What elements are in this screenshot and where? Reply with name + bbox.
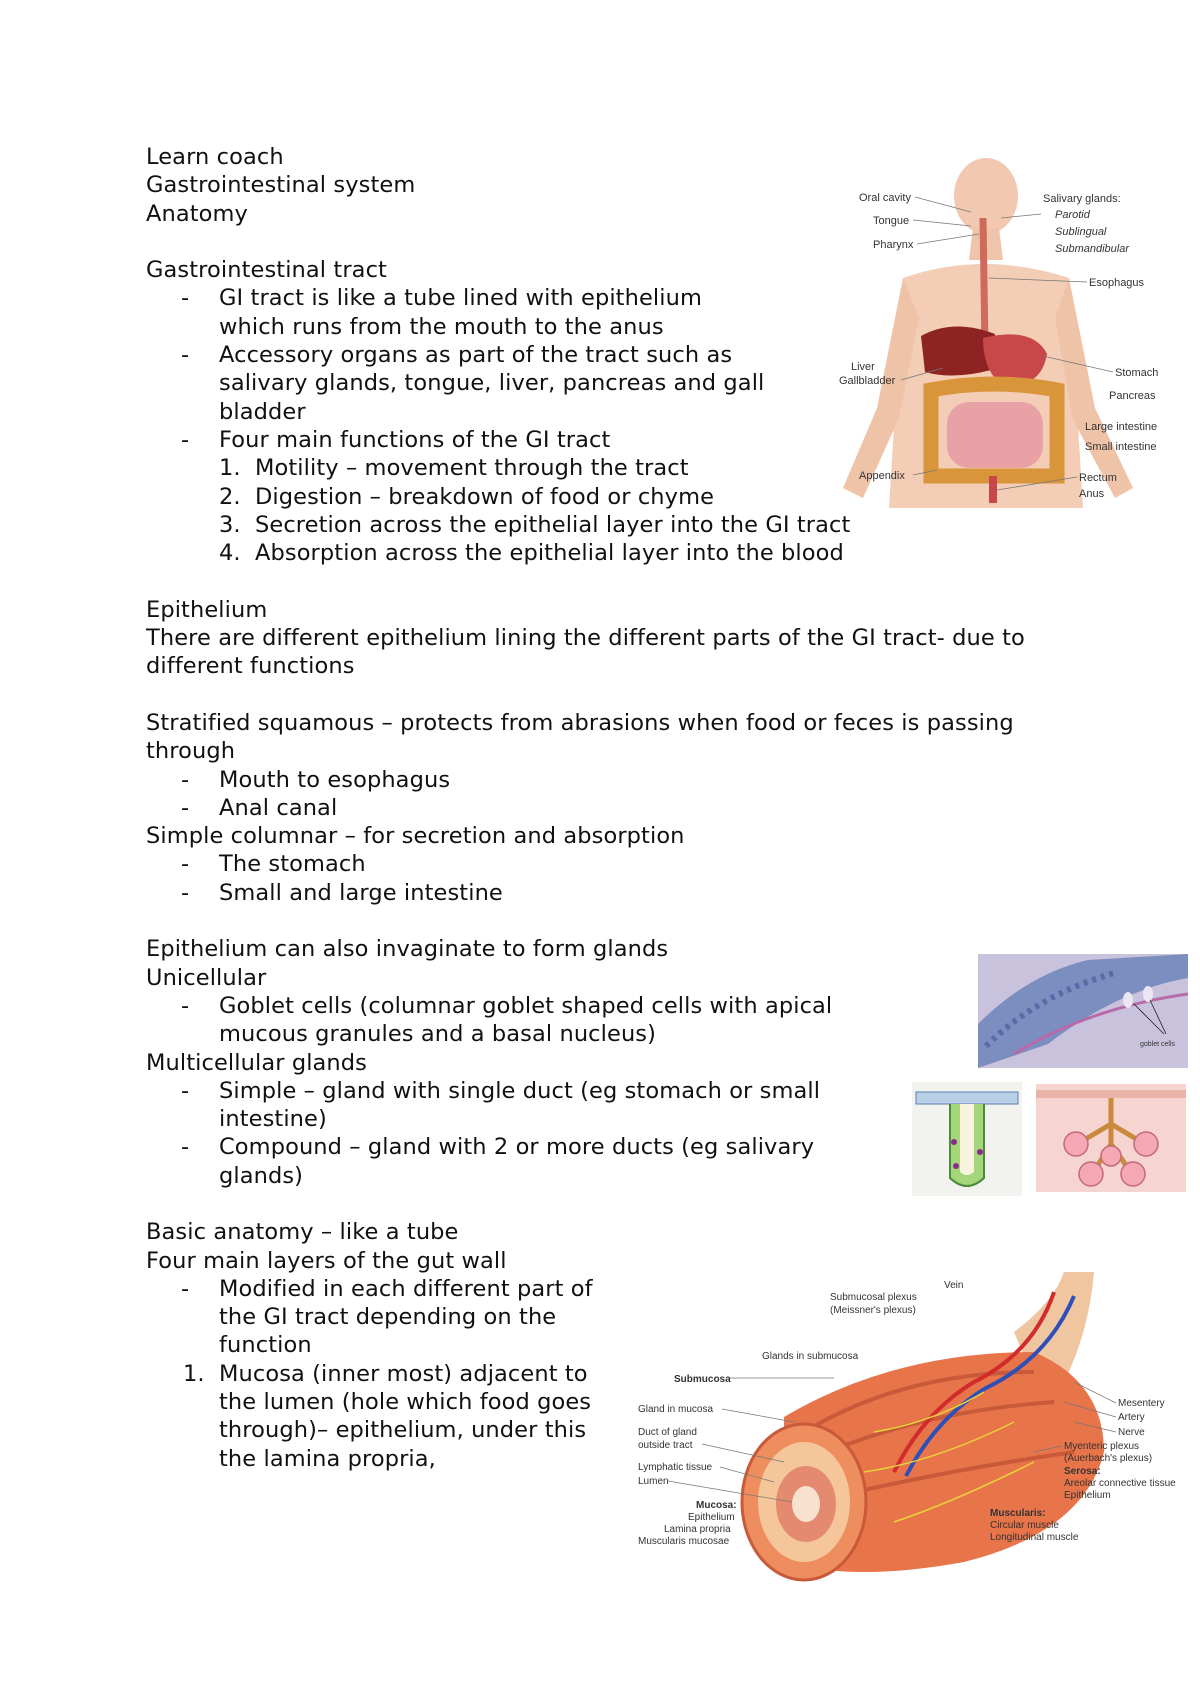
svg-text:outside tract: outside tract xyxy=(638,1440,693,1451)
simple-gland-figure xyxy=(912,1082,1022,1196)
layers-heading: Four main layers of the gut wall xyxy=(146,1247,507,1274)
list-item: - Four main functions of the GI tract xyxy=(146,426,766,454)
svg-text:Anus: Anus xyxy=(1079,488,1105,500)
svg-text:Circular muscle: Circular muscle xyxy=(990,1520,1059,1531)
list-item: 3. Secretion across the epithelial layer into the GI tract xyxy=(219,511,851,538)
goblet-cell-micrograph xyxy=(978,954,1188,1068)
svg-text:Muscularis mucosae: Muscularis mucosae xyxy=(638,1536,730,1547)
basic-anatomy-heading: Basic anatomy – like a tube xyxy=(146,1219,459,1246)
goblet-cells-label: goblet cells xyxy=(1140,1041,1176,1048)
gi-tract-bullets xyxy=(146,284,766,454)
list-item: - Anal canal xyxy=(146,794,1066,822)
gut-layers-list xyxy=(146,1360,616,1473)
small-intestine-shape xyxy=(947,402,1043,468)
gut-mucosa-labels xyxy=(638,1500,737,1547)
list-item: 4. Absorption across the epithelial layer into the blood xyxy=(219,540,844,567)
digestive-system-figure xyxy=(833,158,1173,528)
svg-text:Artery: Artery xyxy=(1118,1412,1145,1423)
unicellular-list xyxy=(146,992,876,1049)
tube-lumen xyxy=(792,1486,820,1522)
svg-text:Large intestine: Large intestine xyxy=(1085,421,1158,433)
unicellular-heading: Unicellular xyxy=(146,964,267,991)
svg-text:Lamina propria: Lamina propria xyxy=(664,1524,731,1535)
list-item: - Simple – gland with single duct (eg stomach or small intestine) xyxy=(146,1077,866,1134)
compound-gland-diagram xyxy=(1036,1084,1186,1192)
multicellular-list xyxy=(146,1077,866,1190)
svg-text:Gallbladder: Gallbladder xyxy=(839,375,896,387)
svg-text:Myenteric plexus: Myenteric plexus xyxy=(1064,1441,1140,1452)
compound-gland-figure xyxy=(1036,1084,1186,1192)
svg-text:(Meissner's plexus): (Meissner's plexus) xyxy=(830,1305,916,1316)
gut-left-labels xyxy=(638,1374,731,1487)
svg-text:Lumen: Lumen xyxy=(638,1476,669,1487)
glands-heading: Epithelium can also invaginate to form glands xyxy=(146,936,669,963)
svg-text:Vein: Vein xyxy=(944,1280,964,1291)
svg-text:Nerve: Nerve xyxy=(1118,1427,1145,1438)
svg-text:Pancreas: Pancreas xyxy=(1109,390,1156,402)
svg-text:Sublingual: Sublingual xyxy=(1055,226,1107,238)
svg-text:Salivary glands:: Salivary glands: xyxy=(1043,193,1121,205)
svg-text:Glands in submucosa: Glands in submucosa xyxy=(762,1351,859,1362)
list-item: - GI tract is like a tube lined with epithelium which runs from the mouth to the anus xyxy=(146,284,766,341)
gi-tract-heading: Gastrointestinal tract xyxy=(146,257,387,284)
svg-text:Areolar connective tissue: Areolar connective tissue xyxy=(1064,1478,1176,1489)
gut-wall-figure xyxy=(634,1272,1194,1602)
svg-text:Gland in mucosa: Gland in mucosa xyxy=(638,1404,714,1415)
list-item: - The stomach xyxy=(146,850,1066,878)
svg-text:Submucosa: Submucosa xyxy=(674,1374,731,1385)
svg-text:Tongue: Tongue xyxy=(873,215,910,227)
svg-text:Appendix: Appendix xyxy=(859,470,905,482)
svg-text:Pharynx: Pharynx xyxy=(873,239,914,251)
list-item: - Accessory organs as part of the tract such as salivary glands, tongue, liver, pancreas and gall bladder xyxy=(146,341,766,426)
doc-topic: Anatomy xyxy=(146,200,248,227)
digestive-system-illustration xyxy=(833,158,1173,528)
basic-anatomy-bullets xyxy=(146,1275,616,1360)
multicellular-heading: Multicellular glands xyxy=(146,1049,368,1076)
gut-wall-diagram xyxy=(634,1272,1194,1602)
list-item: - Mouth to esophagus xyxy=(146,766,1066,794)
svg-text:Mucosa:: Mucosa: xyxy=(696,1500,737,1511)
list-item: - Compound – gland with 2 or more ducts (eg salivary glands) xyxy=(146,1133,866,1190)
doc-title: Learn coach xyxy=(146,144,284,170)
svg-text:Duct of gland: Duct of gland xyxy=(638,1427,697,1438)
svg-text:Serosa:: Serosa: xyxy=(1064,1466,1101,1477)
svg-text:(Auerbach's plexus): (Auerbach's plexus) xyxy=(1064,1453,1153,1464)
svg-text:Submandibular: Submandibular xyxy=(1055,243,1129,255)
list-item: - Modified in each different part of the GI tract depending on the function xyxy=(146,1275,616,1360)
stratified-list xyxy=(146,766,1066,823)
simple-columnar: Simple columnar – for secretion and absorption xyxy=(146,823,685,850)
epithelium-intro: There are different epithelium lining the different parts of the GI tract- due to different functions xyxy=(146,625,1025,680)
svg-text:Longitudinal muscle: Longitudinal muscle xyxy=(990,1532,1079,1543)
stratified-squamous: Stratified squamous – protects from abrasions when food or feces is passing through xyxy=(146,709,1014,765)
svg-text:Muscularis:: Muscularis: xyxy=(990,1508,1046,1519)
svg-text:Small intestine: Small intestine xyxy=(1085,441,1157,453)
list-item: - Small and large intestine xyxy=(146,879,1066,907)
list-item: - Goblet cells (columnar goblet shaped cells with apical mucous granules and a basal nucleus) xyxy=(146,992,876,1049)
esophagus-shape xyxy=(983,218,985,348)
svg-text:Epithelium: Epithelium xyxy=(1064,1490,1111,1501)
simple-gland-diagram xyxy=(912,1082,1022,1196)
epithelium-heading: Epithelium xyxy=(146,596,268,623)
svg-text:Esophagus: Esophagus xyxy=(1089,277,1145,289)
svg-text:Rectum: Rectum xyxy=(1079,472,1117,484)
svg-text:Lymphatic tissue: Lymphatic tissue xyxy=(638,1462,713,1473)
list-item: 1. Mucosa (inner most) adjacent to the lumen (hole which food goes through)– epithelium, under this the lamina propria, xyxy=(183,1360,592,1472)
svg-text:Epithelium: Epithelium xyxy=(688,1512,735,1523)
svg-text:Mesentery: Mesentery xyxy=(1118,1398,1165,1409)
svg-text:Liver: Liver xyxy=(851,361,875,373)
doc-subject: Gastrointestinal system xyxy=(146,172,416,199)
svg-text:Oral cavity: Oral cavity xyxy=(859,192,911,204)
gut-top-labels xyxy=(762,1280,963,1362)
columnar-list xyxy=(146,850,1066,907)
list-item: 1. Motility – movement through the tract xyxy=(219,455,689,482)
svg-text:Parotid: Parotid xyxy=(1055,209,1090,221)
list-item: 2. Digestion – breakdown of food or chyme xyxy=(219,483,715,510)
svg-text:Submucosal plexus: Submucosal plexus xyxy=(830,1292,917,1303)
svg-text:Stomach: Stomach xyxy=(1115,367,1159,379)
goblet-cell-image xyxy=(978,954,1188,1068)
